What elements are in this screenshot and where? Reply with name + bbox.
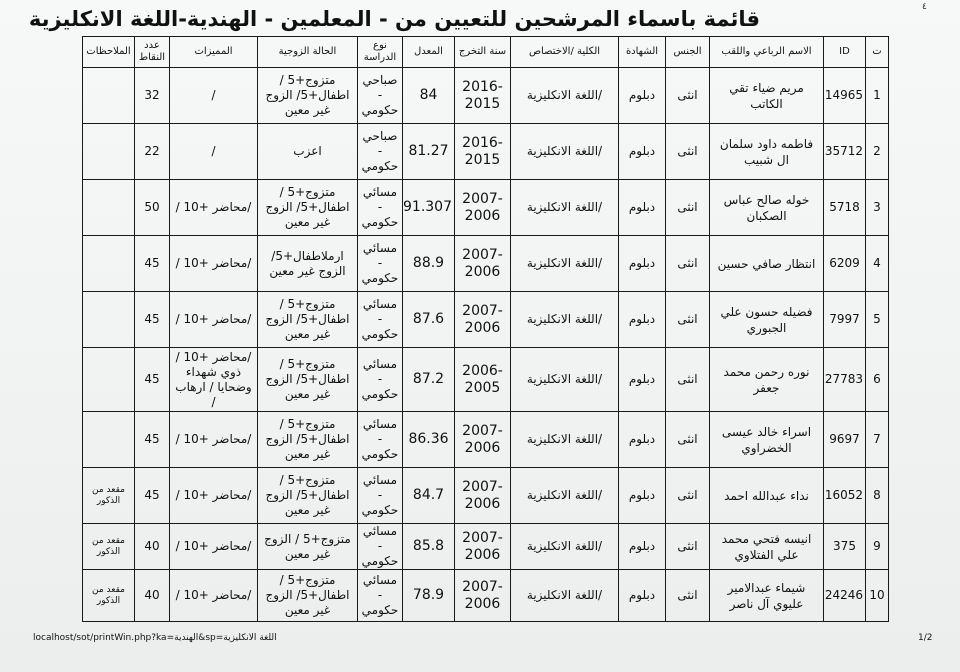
header-seq: ت <box>866 37 889 68</box>
table-row <box>83 524 889 570</box>
cell-study-type: مسائي - حكومي <box>358 180 403 236</box>
cell-gender: انثى <box>666 524 710 570</box>
cell-notes <box>83 124 135 180</box>
cell-name: شيماء عبدالامير عليوي آل ناصر <box>710 570 824 622</box>
cell-degree: دبلوم <box>619 236 666 292</box>
cell-points: 45 <box>135 468 170 524</box>
cell-marital: متزوج+5 / اطفال+5/ الزوج غير معين <box>258 348 358 412</box>
cell-study-type: مسائي - حكومي <box>358 292 403 348</box>
cell-features: /محاضر +10 / <box>170 180 258 236</box>
cell-name: اسراء خالد عيسى الخضراوي <box>710 412 824 468</box>
cell-grad-year: 2016-2015 <box>455 124 511 180</box>
cell-marital: متزوج+5 / اطفال+5/ الزوج غير معين <box>258 180 358 236</box>
cell-average: 87.2 <box>403 348 455 412</box>
cell-average: 81.27 <box>403 124 455 180</box>
cell-seq: 8 <box>866 468 889 524</box>
cell-study-type: صباحي - حكومي <box>358 68 403 124</box>
cell-points: 45 <box>135 348 170 412</box>
cell-seq: 7 <box>866 412 889 468</box>
cell-average: 88.9 <box>403 236 455 292</box>
corner-mark: ٤ <box>922 2 927 12</box>
cell-grad-year: 2007-2006 <box>455 468 511 524</box>
cell-average: 87.6 <box>403 292 455 348</box>
cell-degree: دبلوم <box>619 468 666 524</box>
cell-notes <box>83 412 135 468</box>
cell-id: 14965 <box>824 68 866 124</box>
cell-id: 5718 <box>824 180 866 236</box>
cell-name: فاطمه داود سلمان ال شبيب <box>710 124 824 180</box>
cell-features: /محاضر +10 / <box>170 292 258 348</box>
candidates-table <box>82 36 889 622</box>
cell-degree: دبلوم <box>619 68 666 124</box>
cell-points: 45 <box>135 236 170 292</box>
cell-gender: انثى <box>666 236 710 292</box>
table-row <box>83 570 889 622</box>
cell-college: /اللغة الانكليزية <box>511 124 619 180</box>
cell-gender: انثى <box>666 68 710 124</box>
cell-features: /محاضر +10 / ذوي شهداء وضحايا / ارهاب / <box>170 348 258 412</box>
cell-notes <box>83 236 135 292</box>
cell-study-type: مسائي - حكومي <box>358 524 403 570</box>
cell-marital: متزوج+5 / الزوج غير معين <box>258 524 358 570</box>
cell-points: 22 <box>135 124 170 180</box>
cell-seq: 1 <box>866 68 889 124</box>
cell-id: 9697 <box>824 412 866 468</box>
cell-college: /اللغة الانكليزية <box>511 348 619 412</box>
cell-grad-year: 2007-2006 <box>455 524 511 570</box>
cell-average: 84.7 <box>403 468 455 524</box>
cell-notes <box>83 348 135 412</box>
cell-study-type: مسائي - حكومي <box>358 412 403 468</box>
cell-id: 6209 <box>824 236 866 292</box>
footer-page-number: 1/2 <box>918 633 933 643</box>
header-college: الكلية /الاختصاص <box>511 37 619 68</box>
cell-degree: دبلوم <box>619 180 666 236</box>
table-header-row <box>83 37 889 68</box>
cell-notes <box>83 180 135 236</box>
cell-seq: 4 <box>866 236 889 292</box>
cell-marital: متزوج+5 / اطفال+5/ الزوج غير معين <box>258 412 358 468</box>
cell-notes: مقعد من الذكور <box>83 468 135 524</box>
cell-name: فضيله حسون علي الجبوري <box>710 292 824 348</box>
cell-marital: اعزب <box>258 124 358 180</box>
cell-notes <box>83 68 135 124</box>
cell-degree: دبلوم <box>619 124 666 180</box>
cell-degree: دبلوم <box>619 292 666 348</box>
cell-marital: متزوج+5 / اطفال+5/ الزوج غير معين <box>258 68 358 124</box>
cell-average: 86.36 <box>403 412 455 468</box>
cell-college: /اللغة الانكليزية <box>511 570 619 622</box>
cell-grad-year: 2007-2006 <box>455 236 511 292</box>
cell-features: /محاضر +10 / <box>170 236 258 292</box>
header-study-type: نوع الدراسة <box>358 37 403 68</box>
cell-points: 50 <box>135 180 170 236</box>
cell-college: /اللغة الانكليزية <box>511 236 619 292</box>
cell-college: /اللغة الانكليزية <box>511 412 619 468</box>
cell-gender: انثى <box>666 348 710 412</box>
cell-grad-year: 2007-2006 <box>455 412 511 468</box>
cell-degree: دبلوم <box>619 524 666 570</box>
cell-college: /اللغة الانكليزية <box>511 468 619 524</box>
table-row <box>83 180 889 236</box>
cell-study-type: صباحي - حكومي <box>358 124 403 180</box>
page-title: قائمة باسماء المرشحين للتعيين من - المعلمين - الهندية-اللغة الانكليزية <box>28 7 760 31</box>
cell-features: /محاضر +10 / <box>170 468 258 524</box>
cell-features: /محاضر +10 / <box>170 570 258 622</box>
cell-name: نداء عبدالله احمد <box>710 468 824 524</box>
table-body <box>83 68 889 622</box>
cell-id: 375 <box>824 524 866 570</box>
table-row <box>83 236 889 292</box>
header-notes: الملاحظات <box>83 37 135 68</box>
cell-name: انتظار صافي حسين <box>710 236 824 292</box>
cell-college: /اللغة الانكليزية <box>511 68 619 124</box>
cell-college: /اللغة الانكليزية <box>511 524 619 570</box>
cell-id: 27783 <box>824 348 866 412</box>
cell-college: /اللغة الانكليزية <box>511 292 619 348</box>
cell-seq: 2 <box>866 124 889 180</box>
cell-average: 78.9 <box>403 570 455 622</box>
cell-features: /محاضر +10 / <box>170 412 258 468</box>
header-degree: الشهادة <box>619 37 666 68</box>
cell-grad-year: 2007-2006 <box>455 292 511 348</box>
header-features: المميزات <box>170 37 258 68</box>
cell-grad-year: 2006-2005 <box>455 348 511 412</box>
cell-seq: 3 <box>866 180 889 236</box>
cell-notes <box>83 292 135 348</box>
cell-grad-year: 2007-2006 <box>455 570 511 622</box>
cell-points: 32 <box>135 68 170 124</box>
cell-name: خوله صالح عباس الصكبان <box>710 180 824 236</box>
table-row <box>83 468 889 524</box>
cell-average: 85.8 <box>403 524 455 570</box>
cell-degree: دبلوم <box>619 570 666 622</box>
cell-features: / <box>170 124 258 180</box>
cell-points: 40 <box>135 570 170 622</box>
cell-points: 45 <box>135 412 170 468</box>
cell-id: 35712 <box>824 124 866 180</box>
cell-name: انيسه فتحي محمد علي الفتلاوي <box>710 524 824 570</box>
header-id: ID <box>824 37 866 68</box>
cell-seq: 9 <box>866 524 889 570</box>
cell-study-type: مسائي - حكومي <box>358 468 403 524</box>
cell-average: 84 <box>403 68 455 124</box>
cell-degree: دبلوم <box>619 348 666 412</box>
table-row <box>83 412 889 468</box>
cell-notes: مقعد من الذكور <box>83 570 135 622</box>
cell-notes: مقعد من الذكور <box>83 524 135 570</box>
cell-gender: انثى <box>666 292 710 348</box>
cell-marital: متزوج+5 / اطفال+5/ الزوج غير معين <box>258 570 358 622</box>
cell-features: /محاضر +10 / <box>170 524 258 570</box>
header-marital: الحالة الزوجية <box>258 37 358 68</box>
cell-study-type: مسائي - حكومي <box>358 236 403 292</box>
cell-seq: 6 <box>866 348 889 412</box>
cell-marital: ارملاطفال+5/ الزوج غير معين <box>258 236 358 292</box>
cell-gender: انثى <box>666 124 710 180</box>
cell-gender: انثى <box>666 180 710 236</box>
cell-id: 16052 <box>824 468 866 524</box>
cell-id: 7997 <box>824 292 866 348</box>
cell-points: 40 <box>135 524 170 570</box>
table-row <box>83 292 889 348</box>
header-points: عدد النقاط <box>135 37 170 68</box>
cell-study-type: مسائي - حكومي <box>358 570 403 622</box>
header-grad-year: سنة التخرج <box>455 37 511 68</box>
cell-id: 24246 <box>824 570 866 622</box>
cell-marital: متزوج+5 / اطفال+5/ الزوج غير معين <box>258 292 358 348</box>
cell-name: نوره رحمن محمد جعفر <box>710 348 824 412</box>
cell-seq: 5 <box>866 292 889 348</box>
table-row <box>83 348 889 412</box>
header-average: المعدل <box>403 37 455 68</box>
cell-degree: دبلوم <box>619 412 666 468</box>
footer-url: localhost/sot/printWin.php?ka=الهندية&sp=اللغة الانكليزية <box>33 633 277 643</box>
header-gender: الجنس <box>666 37 710 68</box>
cell-points: 45 <box>135 292 170 348</box>
header-name: الاسم الرباعي واللقب <box>710 37 824 68</box>
cell-marital: متزوج+5 / اطفال+5/ الزوج غير معين <box>258 468 358 524</box>
cell-average: 91.307 <box>403 180 455 236</box>
cell-grad-year: 2016-2015 <box>455 68 511 124</box>
cell-college: /اللغة الانكليزية <box>511 180 619 236</box>
table-row <box>83 124 889 180</box>
cell-gender: انثى <box>666 570 710 622</box>
table-row <box>83 68 889 124</box>
cell-gender: انثى <box>666 468 710 524</box>
cell-study-type: مسائي - حكومي <box>358 348 403 412</box>
cell-seq: 10 <box>866 570 889 622</box>
cell-gender: انثى <box>666 412 710 468</box>
cell-name: مريم ضياء تقي الكاتب <box>710 68 824 124</box>
cell-features: / <box>170 68 258 124</box>
cell-grad-year: 2007-2006 <box>455 180 511 236</box>
